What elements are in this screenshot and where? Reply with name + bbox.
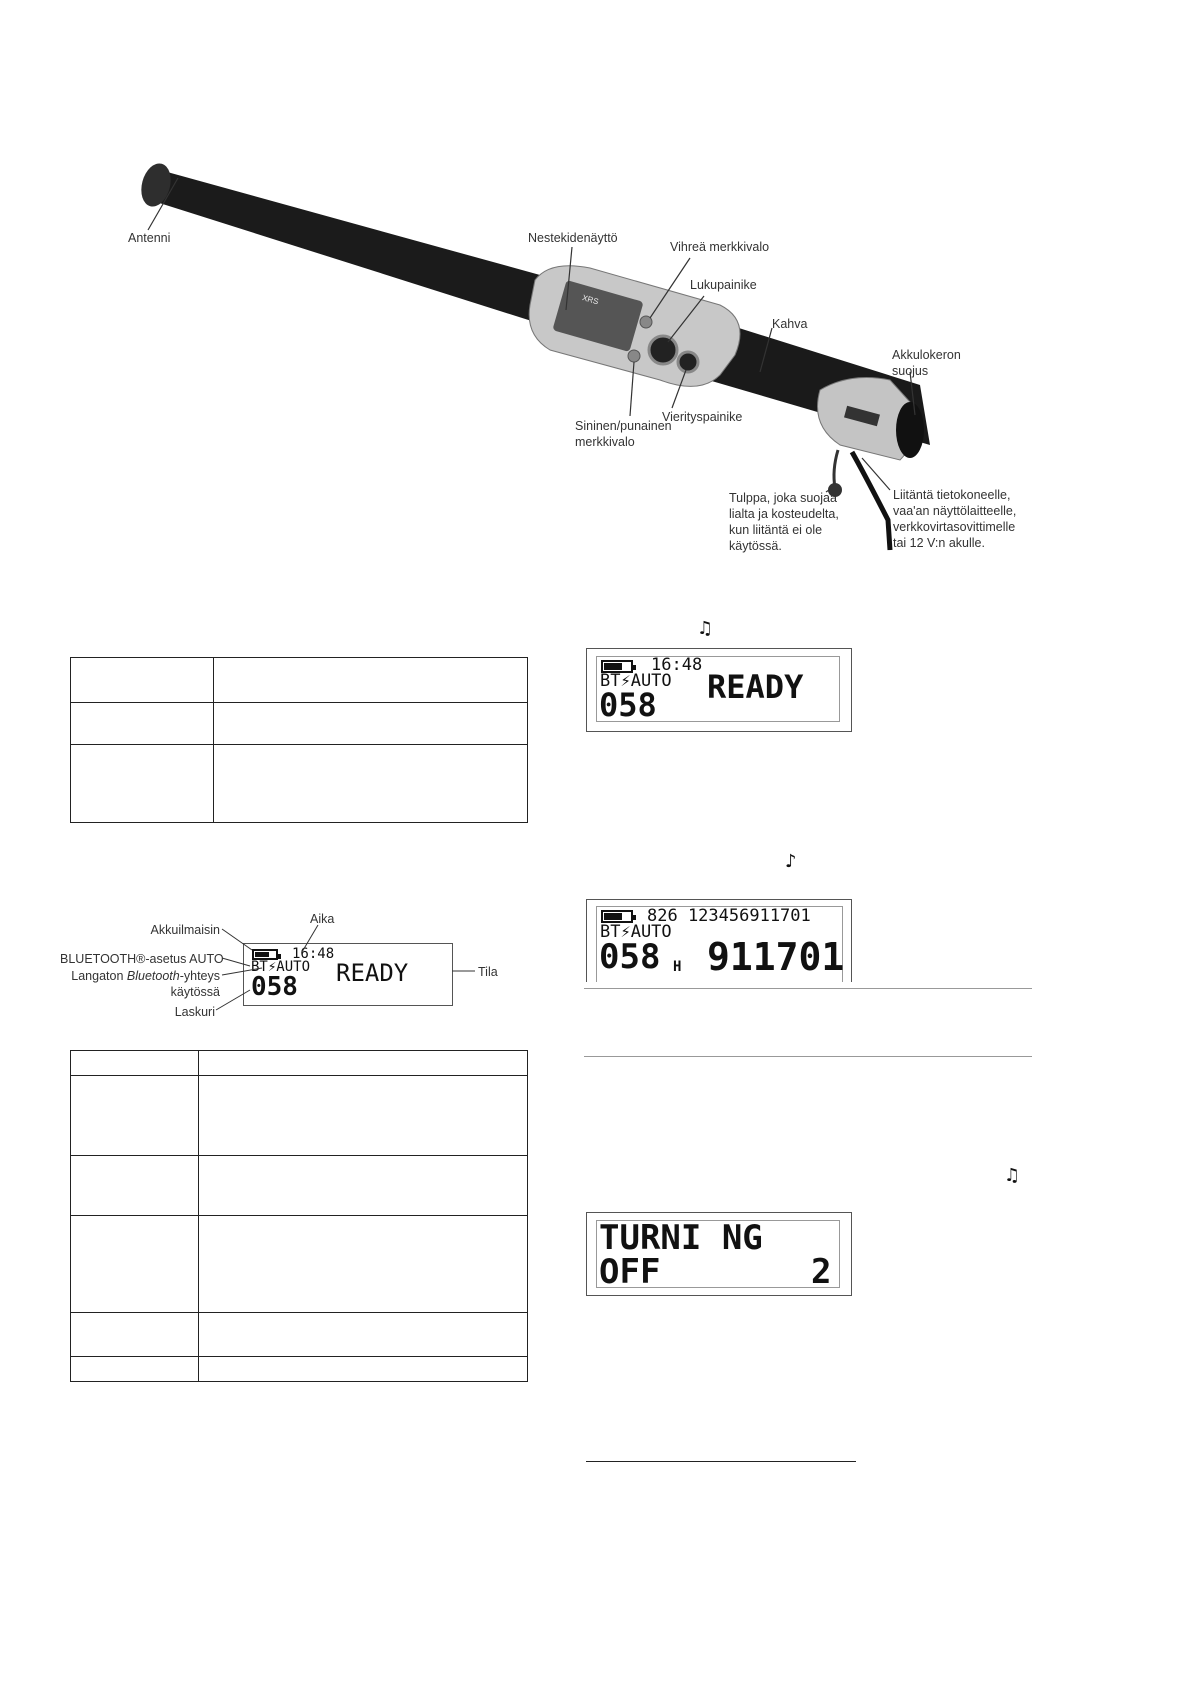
table-row bbox=[71, 1051, 528, 1076]
divider bbox=[584, 988, 1032, 989]
diagram-lcd-status: READY bbox=[336, 959, 409, 987]
bt-active-prefix: Langaton bbox=[71, 969, 127, 983]
lcd-off-line2: OFF bbox=[599, 1252, 661, 1292]
lcd-read-line1: 826 123456911701 bbox=[647, 906, 811, 926]
lcd-off-line1: TURNI NG bbox=[599, 1218, 763, 1258]
double-note-icon: ♫ bbox=[697, 618, 714, 639]
single-note-icon: ♪ bbox=[785, 851, 797, 872]
diagram-lcd-mode: BT⚡AUTO bbox=[251, 959, 311, 975]
callout-connector: Liitäntä tietokoneelle, vaa'an näyttölaitteelle, verkkovirtasovittimelle tai 12 V:n akulle. bbox=[893, 488, 1017, 550]
callout-battery-cover: Akkulokeron suojus bbox=[892, 348, 961, 378]
lcd-off bbox=[586, 1212, 852, 1296]
callout-scroll-button: Vierityspainike bbox=[662, 410, 743, 424]
table-row bbox=[71, 1156, 528, 1216]
diagram-counter-label: Laskuri bbox=[174, 1005, 215, 1019]
bt-active-line2: käytössä bbox=[170, 985, 220, 999]
bt-active-suffix: -yhteys bbox=[179, 969, 220, 983]
divider bbox=[584, 1056, 1032, 1057]
table-row bbox=[71, 1313, 528, 1357]
lcd-ready bbox=[586, 648, 852, 732]
lcd-read-tag: 911701 bbox=[707, 935, 845, 979]
diagram-time-label: Aika bbox=[310, 912, 335, 926]
blank-table-2 bbox=[70, 1050, 528, 1382]
diagram-status-label: Tila bbox=[478, 965, 498, 979]
diagram-bt-setting-label: BLUETOOTH®-asetus AUTO bbox=[60, 952, 224, 966]
lcd-ready-time: 16:48 bbox=[651, 655, 703, 675]
callout-green-led: Vihreä merkkivalo bbox=[670, 240, 770, 254]
diagram-lcd-time: 16:48 bbox=[292, 946, 335, 962]
callout-handle: Kahva bbox=[772, 317, 808, 331]
table-row bbox=[71, 1216, 528, 1313]
table-row bbox=[71, 1357, 528, 1382]
lcd-read-suffix: H bbox=[673, 959, 682, 975]
model-label: XRS bbox=[581, 293, 600, 307]
diagram-battery-label: Akkuilmaisin bbox=[150, 923, 220, 937]
callout-antenna: Antenni bbox=[128, 231, 171, 245]
lcd-ready-mode: BT⚡AUTO bbox=[600, 671, 672, 691]
callout-lcd: Nestekidenäyttö bbox=[528, 231, 618, 245]
callout-plug: Tulppa, joka suojaa lialta ja kosteudelta, kun liitäntä ei ole käytössä. bbox=[729, 491, 839, 553]
bt-active-italic: Bluetooth bbox=[126, 969, 180, 983]
lcd-ready-status: READY bbox=[707, 668, 804, 706]
table-row bbox=[71, 1076, 528, 1156]
lcd-read-mode: BT⚡AUTO bbox=[600, 922, 672, 942]
lcd-read bbox=[586, 899, 852, 982]
diagram-lcd-count: 058 bbox=[251, 972, 298, 1002]
lcd-read-count: 058 bbox=[599, 937, 661, 977]
callout-blue-red-led: Sininen/punainen merkkivalo bbox=[575, 419, 672, 449]
footnote-rule bbox=[586, 1461, 856, 1462]
double-note-icon: ♫ bbox=[1004, 1165, 1021, 1186]
lcd-ready-count: 058 bbox=[599, 686, 657, 724]
lcd-off-counter: 2 bbox=[811, 1252, 832, 1292]
callout-read-button: Lukupainike bbox=[690, 278, 757, 292]
